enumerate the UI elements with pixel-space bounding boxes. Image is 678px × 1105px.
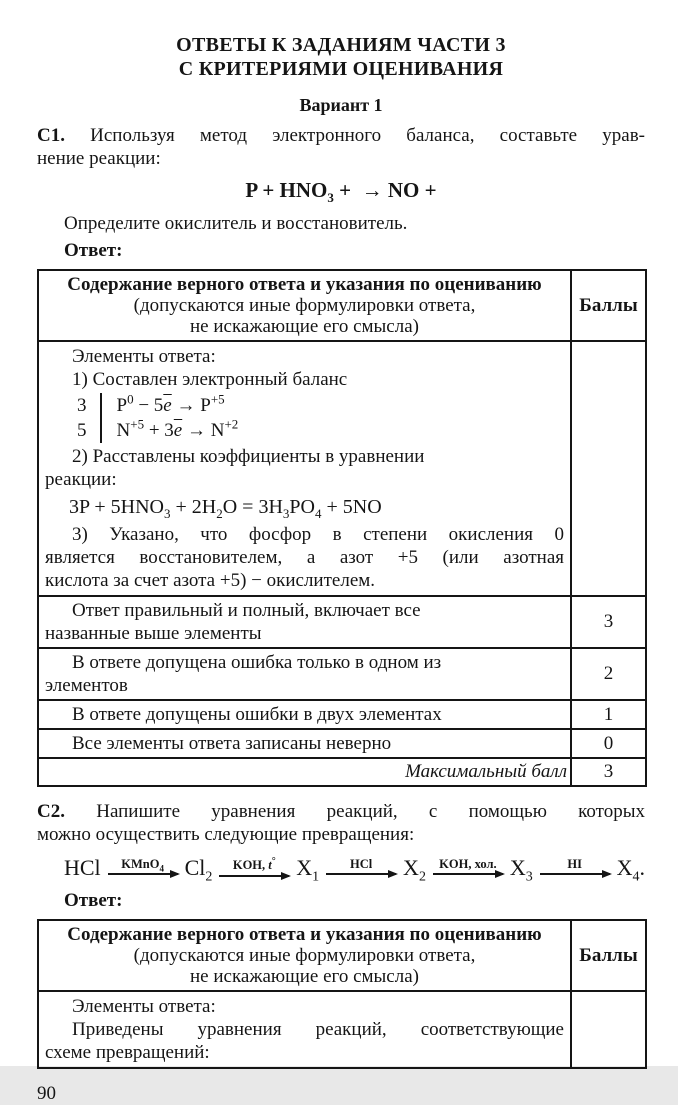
score-criterion: В ответе допущена ошибка только в одном из xyxy=(72,652,442,673)
score-row-1 xyxy=(38,700,646,729)
elements-title: Элементы ответа: xyxy=(72,996,216,1017)
electron-symbol: $\overline{e}$ xyxy=(173,420,183,441)
arrow-label-kmno4: KMnO$_4$ xyxy=(121,856,164,873)
elements-title: Элементы ответа: xyxy=(72,346,216,367)
balance-half-reactions xyxy=(100,393,239,443)
answer-elements-cell xyxy=(38,991,571,1068)
arrow-label-koh-t: KOH, t° xyxy=(232,856,276,873)
c2-intro-line-1: С2. Напишите уравнения реакций, с помощью которых xyxy=(37,801,645,822)
page-content xyxy=(37,33,645,1105)
arrow-shaft xyxy=(219,875,289,877)
page-number: 90 xyxy=(37,1083,56,1104)
c2-reaction-chain xyxy=(37,855,645,885)
electron-balance xyxy=(77,393,564,443)
c1-answer-label: Ответ: xyxy=(64,240,123,261)
subscript: 3 xyxy=(327,190,334,206)
criteria-header-line-1: Содержание верного ответа и указания по оцениванию xyxy=(67,274,542,295)
score-value: 3 xyxy=(571,596,646,648)
element-3-line-2: является восстановителем, а азот +5 (или азотная xyxy=(45,547,564,568)
criteria-header-line-2: (допускаются иные формулировки ответа, xyxy=(133,295,476,316)
page-title-line-2: С КРИТЕРИЯМИ ОЦЕНИВАНИЯ xyxy=(178,58,504,80)
criteria-header-line-3: не искажающие его смысла) xyxy=(190,316,419,337)
reaction-arrow-5 xyxy=(540,858,610,875)
answer-elements-row xyxy=(38,991,646,1068)
c2-task xyxy=(37,800,645,846)
answer-elements-row xyxy=(38,341,646,596)
score-row-3: Ответ правильный и полный, включает все названные выше элементы 3 xyxy=(38,596,646,648)
score-value: 1 xyxy=(571,700,646,729)
chain-species-x3: $X_3$ xyxy=(509,855,533,885)
variant-heading: Вариант 1 xyxy=(299,95,383,115)
c1-intro-line-1: С1. Используя метод электронного баланса, составьте урав- xyxy=(37,125,645,146)
c1-scheme-equation: $P + HNO_3$ + → NO + xyxy=(245,178,437,206)
score-criterion: В ответе допущены ошибки в двух элементах xyxy=(72,704,442,725)
reaction-arrow-2 xyxy=(219,855,289,876)
half-reaction-phosphorus: $P^0 - 5\overline{e} \to P^{+5}$ xyxy=(116,391,225,416)
page-title-line-1: ОТВЕТЫ К ЗАДАНИЯМ ЧАСТИ 3 xyxy=(176,34,506,56)
points-cell-empty xyxy=(571,341,646,596)
score-row-0 xyxy=(38,729,646,758)
c2-intro-line-2: можно осуществить следующие превращения: xyxy=(37,824,415,845)
element-1: 1) Составлен электронный баланс xyxy=(72,369,348,390)
element-3-line-3: кислота за счет азота +5) − окислителем. xyxy=(45,570,376,591)
arrow-label-hi: HI xyxy=(567,856,582,871)
balanced-equation: $3P + 5HNO_3 + 2H_2O = 3H_3PO_4 + 5NO$ xyxy=(69,496,382,521)
chain-species-x2: $X_2$ xyxy=(403,855,426,885)
answer-elements-cell xyxy=(38,341,571,596)
c1-label: С1. xyxy=(37,125,65,146)
c1-task xyxy=(37,124,645,170)
arrow-shaft xyxy=(108,873,178,875)
element-2-line-2: реакции: xyxy=(45,469,117,490)
score-value: 0 xyxy=(571,729,646,758)
c2-elements-line-2: схеме превращений: xyxy=(45,1042,210,1063)
criteria-header-cell xyxy=(38,920,571,991)
score-criterion: Все элементы ответа записаны неверно xyxy=(72,733,392,754)
score-row-2: В ответе допущена ошибка только в одном из элементов 2 xyxy=(38,648,646,700)
arrow-glyph: → xyxy=(361,178,383,202)
arrow-shaft xyxy=(326,873,396,875)
max-score-row xyxy=(38,758,646,786)
half-reaction-nitrogen: $N^{+5} + 3\overline{e} \to N^{+2}$ xyxy=(116,416,239,441)
chain-species-x4: $X_4$. xyxy=(616,855,645,885)
element-2-line-1: 2) Расставлены коэффициенты в уравнении xyxy=(72,446,425,467)
points-header-cell: Баллы xyxy=(571,270,646,341)
chain-species-x1: $X_1$ xyxy=(296,855,320,885)
max-score-value: 3 xyxy=(571,758,646,786)
c2-answer-label: Ответ: xyxy=(64,890,123,911)
element-3-line-1: 3) Указано, что фосфор в степени окисления 0 xyxy=(72,524,564,545)
chain-species-hcl: HCl xyxy=(64,855,101,880)
chain-species-cl2: $Cl_2$ xyxy=(184,855,213,885)
score-value: 2 xyxy=(571,648,646,700)
criteria-header-line-2: (допускаются иные формулировки ответа, xyxy=(133,945,476,966)
criteria-header-line-3: не искажающие его смысла) xyxy=(190,966,419,987)
c1-criteria-table xyxy=(37,269,647,787)
points-header-cell: Баллы xyxy=(571,920,646,991)
points-cell-empty xyxy=(571,991,646,1068)
arrow-shaft xyxy=(433,873,503,875)
criteria-header-row xyxy=(38,920,646,991)
c2-criteria-table xyxy=(37,919,647,1069)
c2-label: С2. xyxy=(37,801,65,822)
page-title xyxy=(37,33,645,81)
arrow-shaft xyxy=(540,873,610,875)
balance-multipliers: 3 5 xyxy=(77,395,87,441)
arrow-label-hcl: HCl xyxy=(349,856,373,871)
c2-elements-line-1: Приведены уравнения реакций, соответствующие xyxy=(72,1019,564,1040)
criteria-header-cell xyxy=(38,270,571,341)
reaction-arrow-4 xyxy=(433,858,503,875)
c1-intro-line-2: нение реакции: xyxy=(37,148,161,169)
electron-symbol: $\overline{e}$ xyxy=(163,395,172,416)
reaction-arrow-3 xyxy=(326,858,396,875)
criteria-header-line-1: Содержание верного ответа и указания по оцениванию xyxy=(67,924,542,945)
c1-prompt: Определите окислитель и восстановитель. xyxy=(64,213,408,234)
criteria-header-row xyxy=(38,270,646,341)
reaction-arrow-1 xyxy=(108,858,178,875)
arrow-label-koh-cold: KOH, хол. xyxy=(439,856,497,871)
score-criterion: Ответ правильный и полный, включает все xyxy=(72,600,421,621)
max-score-label: Максимальный балл xyxy=(405,761,567,782)
